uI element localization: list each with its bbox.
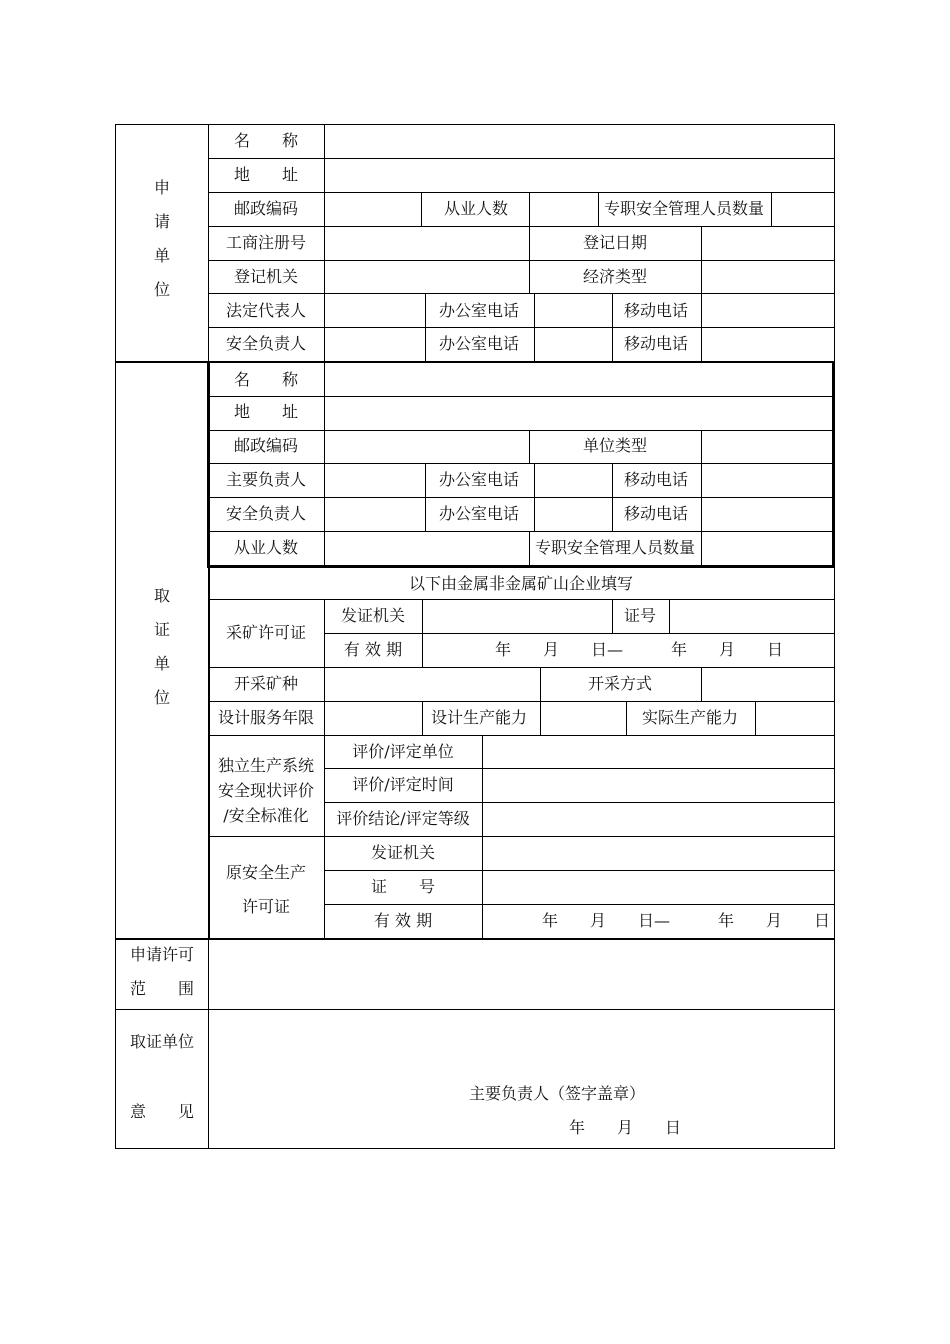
cert-address-label: 地 址	[233, 402, 299, 421]
applicant-economic-type-label: 经济类型	[582, 267, 648, 286]
applicant-name-field[interactable]	[326, 126, 833, 157]
mining-actual-capacity-field[interactable]	[757, 703, 833, 734]
grid-line	[208, 327, 835, 328]
applicant-reg-date-label: 登记日期	[582, 233, 648, 252]
border-top	[115, 124, 835, 125]
cert-postcode-field[interactable]	[326, 432, 528, 462]
applicant-name-label: 名 称	[233, 131, 299, 150]
cert-safety-chief-field[interactable]	[326, 499, 424, 530]
eval-result-label: 评价结论/评定等级	[336, 809, 470, 828]
opinion-date: 年 月 日	[569, 1118, 682, 1137]
applicant-mobile2-label: 移动电话	[623, 334, 689, 353]
mining-validity-label: 有 效 期	[343, 640, 403, 659]
grid-line	[529, 226, 530, 293]
grid-line	[324, 599, 325, 667]
cert-mobile2-field[interactable]	[703, 499, 831, 530]
mining-mineral-field[interactable]	[326, 669, 539, 700]
grid-line	[208, 531, 835, 532]
applicant-section-label: 申 请 单 位	[153, 178, 170, 299]
applicant-reg-date-field[interactable]	[703, 228, 833, 259]
border-left	[115, 124, 116, 1149]
grid-line	[425, 293, 426, 361]
certified-section-label: 取 证 单 位	[153, 586, 170, 707]
grid-line	[612, 293, 613, 361]
grid-line	[626, 701, 627, 735]
grid-line	[208, 701, 835, 702]
orig-permit-title: 原安全生产 许可证	[225, 863, 307, 916]
border-bottom	[115, 1148, 835, 1149]
grid-line	[425, 463, 426, 531]
opinion-signer: 主要负责人（签字盖章）	[469, 1084, 646, 1103]
grid-line	[324, 362, 325, 566]
grid-line	[324, 633, 835, 634]
cert-employees-field[interactable]	[326, 533, 528, 564]
grid-line	[208, 226, 835, 227]
orig-cert-no-field[interactable]	[484, 872, 833, 903]
applicant-reg-no-field[interactable]	[326, 228, 528, 259]
grid-line	[115, 1009, 835, 1010]
applicant-office-phone2-label: 办公室电话	[438, 334, 520, 353]
cert-postcode-label: 邮政编码	[233, 436, 299, 455]
applicant-reg-no-label: 工商注册号	[225, 233, 307, 252]
opinion-field[interactable]	[210, 1011, 833, 1079]
border-right	[834, 124, 835, 1149]
eval-time-label: 评价/评定时间	[352, 775, 454, 794]
grid-line	[771, 192, 772, 226]
orig-date-range: 年 月 日— 年 月 日	[542, 911, 831, 930]
grid-line	[534, 293, 535, 361]
eval-title: 独立生产系统 安全现状评价 /安全标准化	[217, 756, 315, 825]
cert-principal-label: 主要负责人	[225, 470, 307, 489]
grid-line	[701, 667, 702, 701]
grid-line	[208, 158, 835, 159]
grid-line	[208, 430, 835, 431]
mining-service-years-field[interactable]	[326, 703, 421, 734]
mining-permit-label: 采矿许可证	[225, 623, 307, 642]
cert-mobile-label: 移动电话	[623, 470, 689, 489]
grid-line	[529, 531, 530, 565]
grid-line	[422, 599, 423, 667]
cert-name-label: 名 称	[233, 370, 299, 389]
mining-method-label: 开采方式	[587, 674, 653, 693]
applicant-mobile2-field[interactable]	[703, 329, 833, 360]
cert-office-phone2-field[interactable]	[536, 499, 611, 530]
cert-office-phone2-label: 办公室电话	[438, 504, 520, 523]
mining-design-capacity-field[interactable]	[542, 703, 625, 734]
grid-line	[540, 701, 541, 735]
grid-line	[324, 701, 325, 735]
grid-line	[701, 531, 702, 565]
cert-unit-type-label: 单位类型	[582, 436, 648, 455]
cert-unit-type-field[interactable]	[703, 432, 831, 462]
grid-line	[669, 599, 670, 633]
grid-line	[208, 463, 835, 464]
applicant-safety-chief-label: 安全负责人	[225, 334, 307, 353]
cert-box-bottom	[207, 565, 835, 568]
mining-validity-field[interactable]	[424, 635, 833, 666]
applicant-office-phone2-field[interactable]	[536, 329, 611, 360]
mining-actual-capacity-label: 实际生产能力	[641, 708, 739, 727]
grid-line	[612, 599, 613, 633]
cert-box-right	[832, 362, 835, 568]
mining-service-years-label: 设计服务年限	[217, 708, 315, 727]
grid-line	[540, 667, 541, 701]
grid-line	[208, 260, 835, 261]
section-divider	[115, 361, 835, 363]
applicant-safety-chief-field[interactable]	[326, 329, 424, 360]
grid-line	[208, 667, 835, 668]
grid-line	[529, 430, 530, 463]
mining-mineral-label: 开采矿种	[233, 674, 299, 693]
mining-issuer-label: 发证机关	[340, 606, 406, 625]
applicant-employees-label: 从业人数	[443, 199, 509, 218]
cert-employees-label: 从业人数	[233, 538, 299, 557]
applicant-economic-type-field[interactable]	[703, 262, 833, 292]
cert-principal-field[interactable]	[326, 465, 424, 496]
eval-result-field[interactable]	[484, 804, 833, 835]
applicant-mobile-label: 移动电话	[623, 301, 689, 320]
applicant-reg-authority-label: 登记机关	[233, 267, 299, 286]
cert-mobile2-label: 移动电话	[623, 504, 689, 523]
mining-cert-no-field[interactable]	[671, 601, 833, 632]
grid-line	[534, 463, 535, 531]
applicant-legal-rep-field[interactable]	[326, 295, 424, 326]
grid-line	[421, 192, 422, 226]
grid-line	[324, 735, 325, 938]
applicant-safety-staff-label: 专职安全管理人员数量	[603, 199, 765, 218]
grid-line	[324, 904, 835, 905]
grid-line	[422, 701, 423, 735]
cert-safety-chief-label: 安全负责人	[225, 504, 307, 523]
orig-validity-label: 有 效 期	[373, 911, 433, 930]
grid-line	[482, 735, 483, 938]
eval-time-field[interactable]	[484, 770, 833, 801]
applicant-reg-authority-field[interactable]	[326, 262, 528, 292]
mining-date-range: 年 月 日— 年 月 日	[495, 640, 784, 659]
grid-line	[701, 463, 702, 531]
grid-line	[598, 192, 599, 226]
grid-line	[208, 396, 835, 397]
applicant-address-label: 地 址	[233, 165, 299, 184]
eval-unit-label: 评价/评定单位	[352, 742, 454, 761]
mining-design-capacity-label: 设计生产能力	[430, 708, 528, 727]
cert-box-left	[207, 362, 210, 568]
grid-line	[701, 226, 702, 293]
scope-label-line1: 申请许可	[129, 945, 195, 964]
grid-line	[324, 802, 835, 803]
grid-line	[208, 497, 835, 498]
applicant-address-field[interactable]	[326, 160, 833, 191]
cert-safety-staff-label: 专职安全管理人员数量	[534, 538, 696, 557]
grid-line	[324, 870, 835, 871]
grid-line	[755, 701, 756, 735]
applicant-postcode-label: 邮政编码	[233, 199, 299, 218]
grid-line	[208, 836, 835, 837]
scope-label-line2: 范 围	[129, 979, 195, 998]
orig-issuer-field[interactable]	[484, 838, 833, 869]
mining-left-edge	[208, 567, 210, 938]
opinion-label-line2: 意 见	[129, 1102, 195, 1121]
orig-issuer-label: 发证机关	[370, 843, 436, 862]
grid-line	[208, 735, 835, 736]
applicant-office-phone-label: 办公室电话	[438, 301, 520, 320]
grid-line	[324, 768, 835, 769]
grid-line	[701, 430, 702, 463]
applicant-mobile-field[interactable]	[703, 295, 833, 326]
applicant-safety-staff-field[interactable]	[773, 194, 833, 225]
opinion-label-line1: 取证单位	[129, 1032, 195, 1051]
mining-note: 以下由金属非金属矿山企业填写	[408, 574, 634, 593]
grid-line	[208, 293, 835, 294]
grid-line	[324, 124, 325, 361]
grid-line	[208, 599, 835, 600]
grid-line	[324, 667, 325, 701]
applicant-postcode-field[interactable]	[326, 194, 420, 225]
section-divider	[115, 938, 835, 940]
cert-name-field[interactable]	[326, 365, 831, 395]
orig-cert-no-label: 证 号	[370, 877, 436, 896]
grid-line	[612, 463, 613, 531]
grid-line	[701, 293, 702, 361]
cert-address-field[interactable]	[326, 398, 831, 429]
eval-unit-field[interactable]	[484, 737, 833, 767]
cert-safety-staff-field[interactable]	[703, 533, 831, 564]
cert-mobile-field[interactable]	[703, 465, 831, 496]
cert-office-phone-label: 办公室电话	[438, 470, 520, 489]
mining-issuer-field[interactable]	[424, 601, 611, 632]
grid-line	[529, 192, 530, 226]
applicant-employees-field[interactable]	[531, 194, 597, 225]
scope-field[interactable]	[210, 941, 833, 1008]
applicant-legal-rep-label: 法定代表人	[225, 301, 307, 320]
mining-method-field[interactable]	[703, 669, 833, 700]
mining-cert-no-label: 证号	[623, 606, 657, 625]
cert-office-phone-field[interactable]	[536, 465, 611, 496]
grid-line	[208, 192, 835, 193]
applicant-office-phone-field[interactable]	[536, 295, 611, 326]
